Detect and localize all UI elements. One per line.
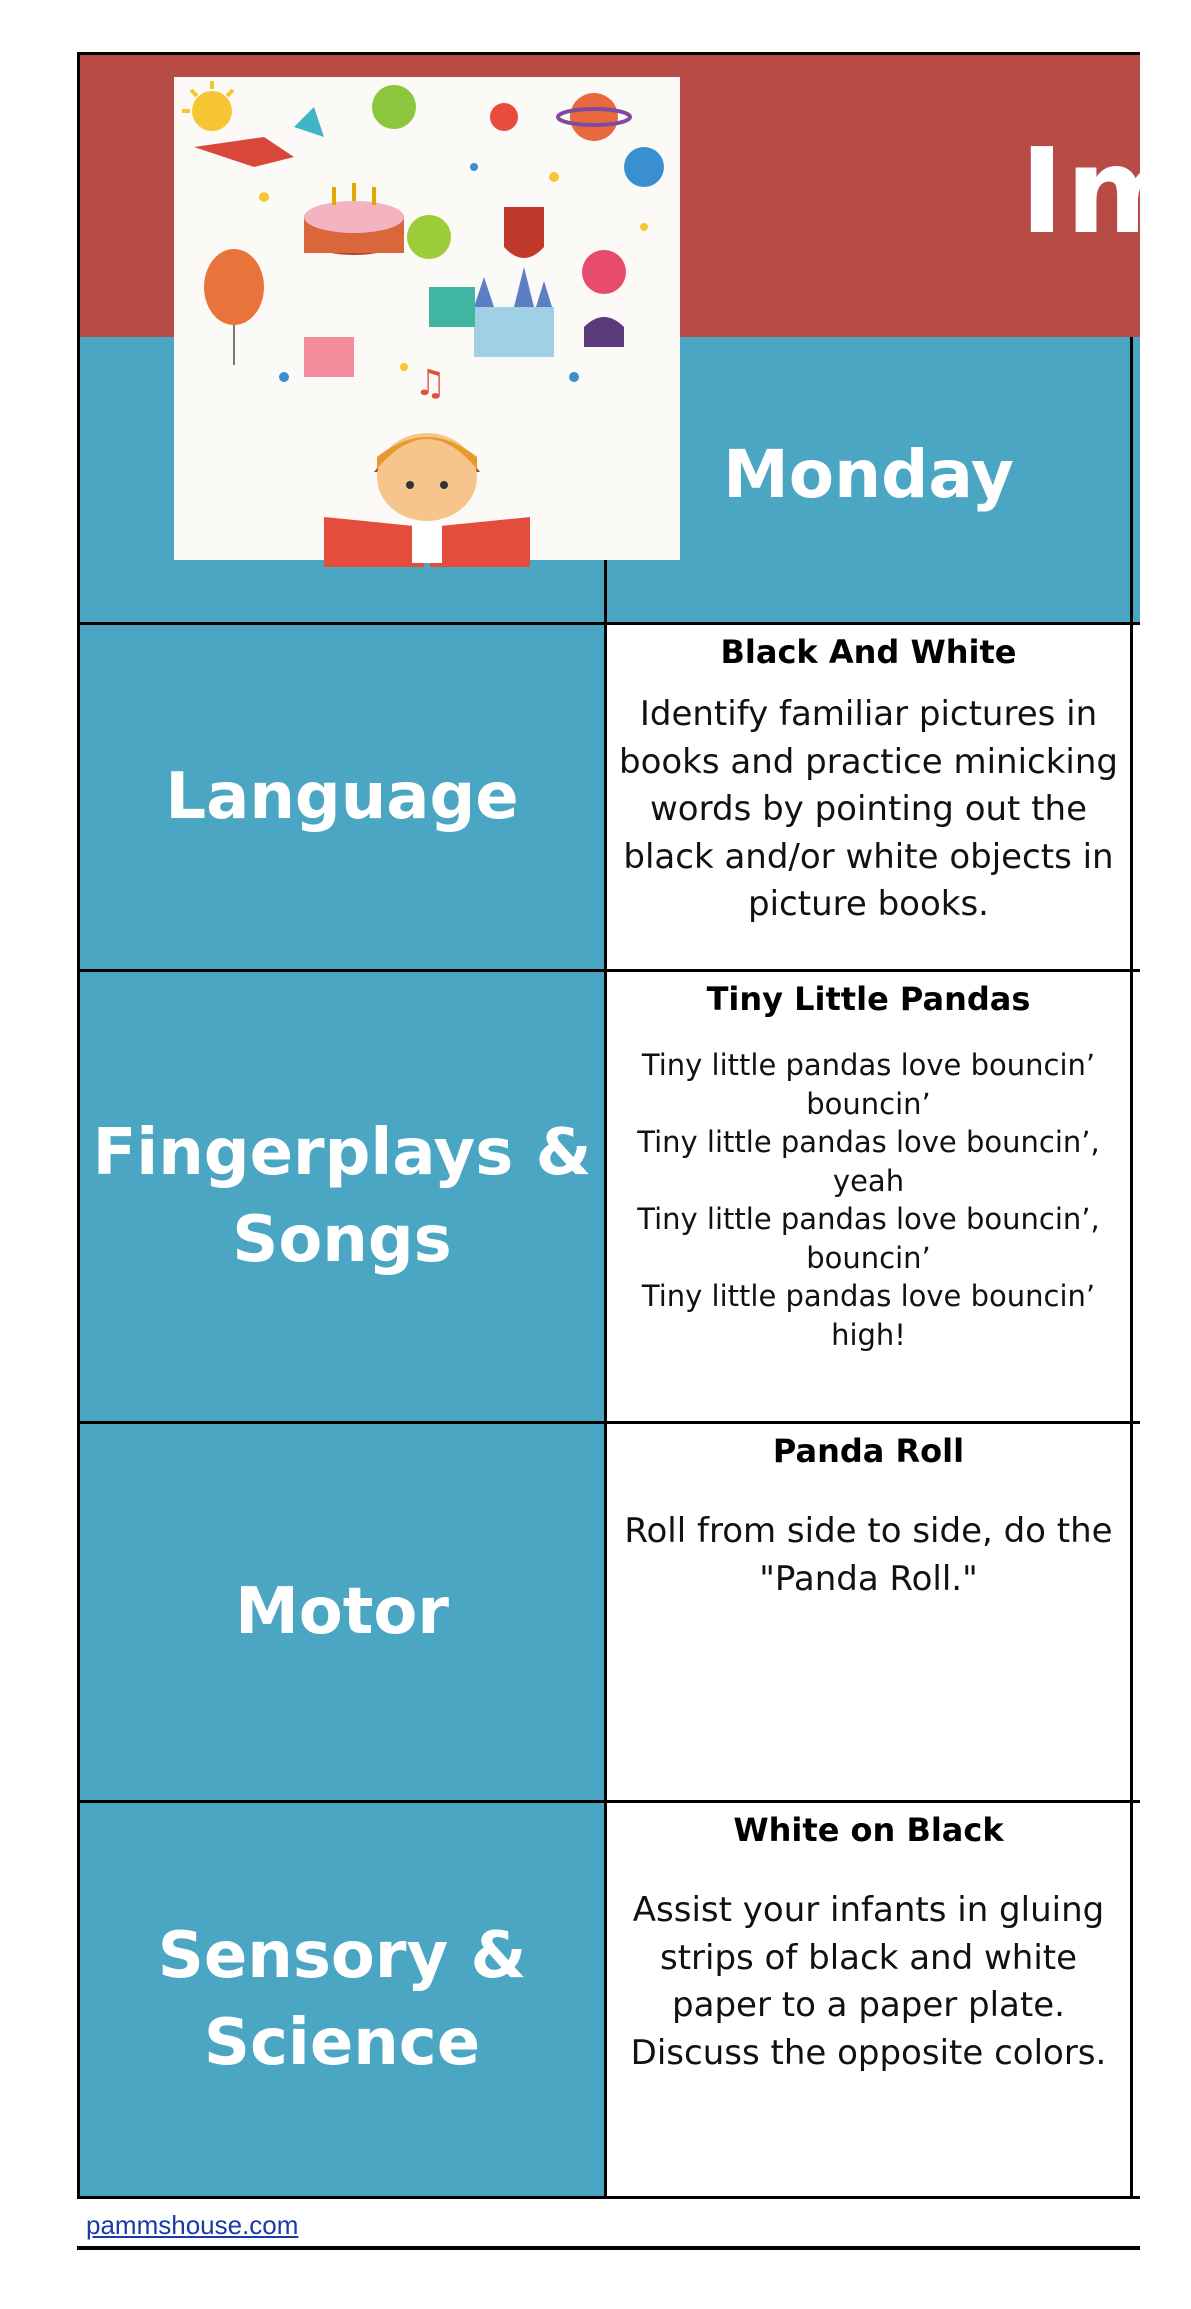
next-column-edge (1133, 972, 1140, 1421)
activity-cell-fingerplays-songs (607, 972, 1130, 1421)
activity-title: White on Black (733, 1811, 1004, 1849)
activity-cell-motor (607, 1424, 1130, 1800)
activity-title: Tiny Little Pandas (706, 980, 1031, 1018)
illustration-art (174, 77, 680, 560)
row-label-text: Fingerplays & Songs (92, 1116, 592, 1277)
activity-cell-language (607, 625, 1130, 969)
child-reading-book-illustration (174, 77, 680, 560)
next-column-edge (1133, 1424, 1140, 1800)
activity-description: Identify familiar pictures in books and practice minicking words by pointing out the black and/or white objects in picture books. (619, 694, 1118, 925)
song-line: Tiny little pandas love bouncin’ bouncin’ (641, 1048, 1096, 1121)
activity-cell-sensory-science (607, 1803, 1130, 2196)
next-column-edge (1133, 337, 1140, 622)
row-label-text: Sensory & Science (157, 1919, 527, 2080)
footer-website-link[interactable]: pammshouse.com (86, 2210, 299, 2240)
activity-description: Assist your infants in gluing strips of black and white paper to a paper plate. Discuss the opposite colors. (630, 1890, 1107, 2073)
footer-divider (77, 2246, 1140, 2250)
row-label-text: Language (165, 759, 519, 834)
next-column-edge (1133, 1803, 1140, 2196)
row-label-sensory-science (80, 1803, 604, 2196)
activity-title: Panda Roll (772, 1432, 965, 1470)
lesson-plan-table (77, 337, 1140, 2199)
column-header-label: Monday (723, 436, 1014, 513)
row-label-fingerplays-songs (80, 972, 604, 1421)
song-line: Tiny little pandas love bouncin’, yeah (637, 1125, 1100, 1198)
song-line: Tiny little pandas love bouncin’, bouncin’ (637, 1202, 1100, 1275)
activity-description: Roll from side to side, do the "Panda Roll." (624, 1511, 1113, 1599)
page-title: Im (1020, 122, 1191, 260)
row-label-text: Motor (235, 1574, 449, 1649)
row-label-language (80, 625, 604, 969)
next-column-edge (1133, 625, 1140, 969)
song-line: Tiny little pandas love bouncin’ high! (641, 1279, 1096, 1352)
row-label-motor (80, 1424, 604, 1800)
svg-text:♫: ♫ (414, 363, 447, 404)
activity-title: Black And White (720, 633, 1017, 671)
column-header-monday (607, 337, 1130, 622)
